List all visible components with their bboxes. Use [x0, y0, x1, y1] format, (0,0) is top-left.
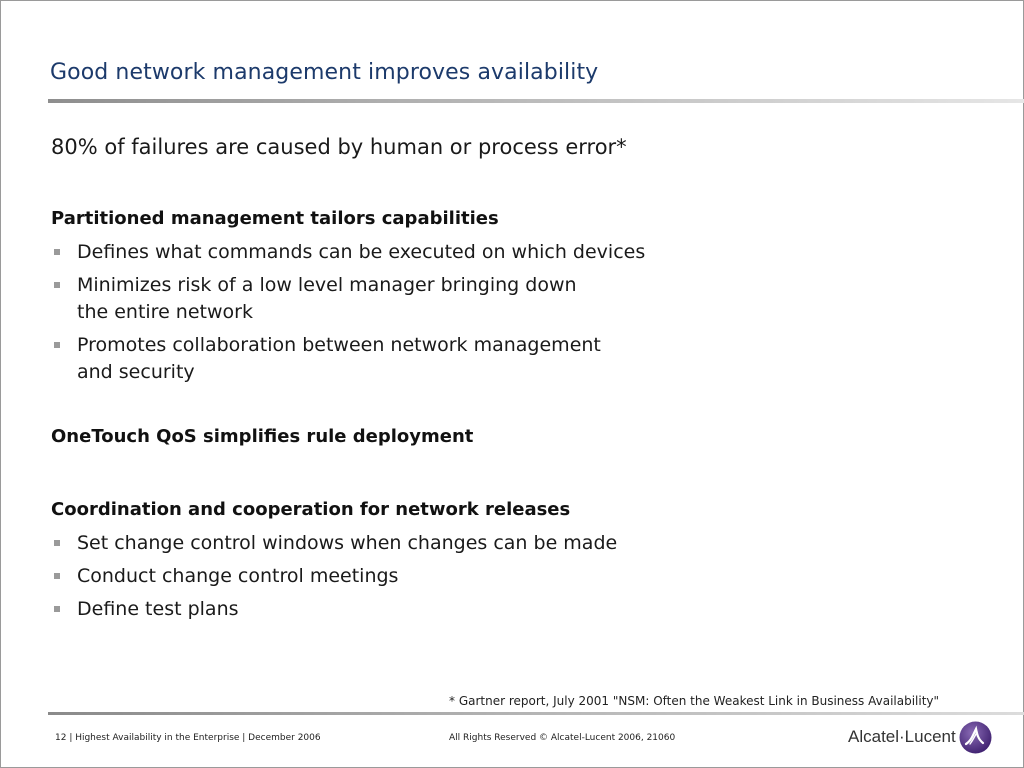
- footnote: * Gartner report, July 2001 "NSM: Often the Weakest Link in Business Availability": [449, 694, 940, 708]
- footer-divider: [48, 712, 1024, 715]
- section-onetouch-qos: [51, 423, 751, 451]
- square-bullet-icon: [54, 342, 60, 348]
- lead-statement: 80% of failures are caused by human or process error*: [51, 135, 627, 159]
- list-item: [51, 530, 751, 557]
- square-bullet-icon: [54, 606, 60, 612]
- list-item: [51, 272, 751, 326]
- footer-slide-info: 12 | Highest Availability in the Enterprise | December 2006: [55, 733, 321, 743]
- square-bullet-icon: [54, 249, 60, 255]
- list-item: [51, 239, 751, 266]
- section-partitioned-management: [51, 205, 751, 386]
- bullet-text: Promotes collaboration between network management: [77, 334, 601, 356]
- alcatel-lucent-logo-icon: [959, 721, 992, 754]
- section-heading: Coordination and cooperation for network releases: [51, 499, 571, 520]
- slide-body: [51, 205, 751, 623]
- square-bullet-icon: [54, 282, 60, 288]
- page-title: Good network management improves availability: [50, 60, 599, 85]
- footer-copyright: All Rights Reserved © Alcatel-Lucent 2006, 21060: [449, 733, 676, 743]
- bullet-text: Defines what commands can be executed on which devices: [77, 241, 646, 263]
- list-item: [51, 563, 751, 590]
- square-bullet-icon: [54, 540, 60, 546]
- bullet-text-continuation: and security: [77, 361, 195, 383]
- bullet-text-continuation: the entire network: [77, 301, 253, 323]
- list-item: [51, 596, 751, 623]
- bullet-list: [51, 530, 751, 623]
- section-coordination: [51, 496, 751, 623]
- bullet-list: [51, 239, 751, 386]
- square-bullet-icon: [54, 573, 60, 579]
- bullet-text: Conduct change control meetings: [77, 565, 399, 587]
- title-divider: [48, 99, 1024, 103]
- section-heading: Partitioned management tailors capabilities: [51, 208, 499, 229]
- bullet-text: Minimizes risk of a low level manager bringing down: [77, 274, 577, 296]
- bullet-text: Define test plans: [77, 598, 239, 620]
- bullet-text: Set change control windows when changes can be made: [77, 532, 618, 554]
- section-heading: OneTouch QoS simplifies rule deployment: [51, 426, 474, 447]
- list-item: [51, 332, 751, 386]
- logo-wordmark: Alcatel·Lucent: [848, 727, 956, 746]
